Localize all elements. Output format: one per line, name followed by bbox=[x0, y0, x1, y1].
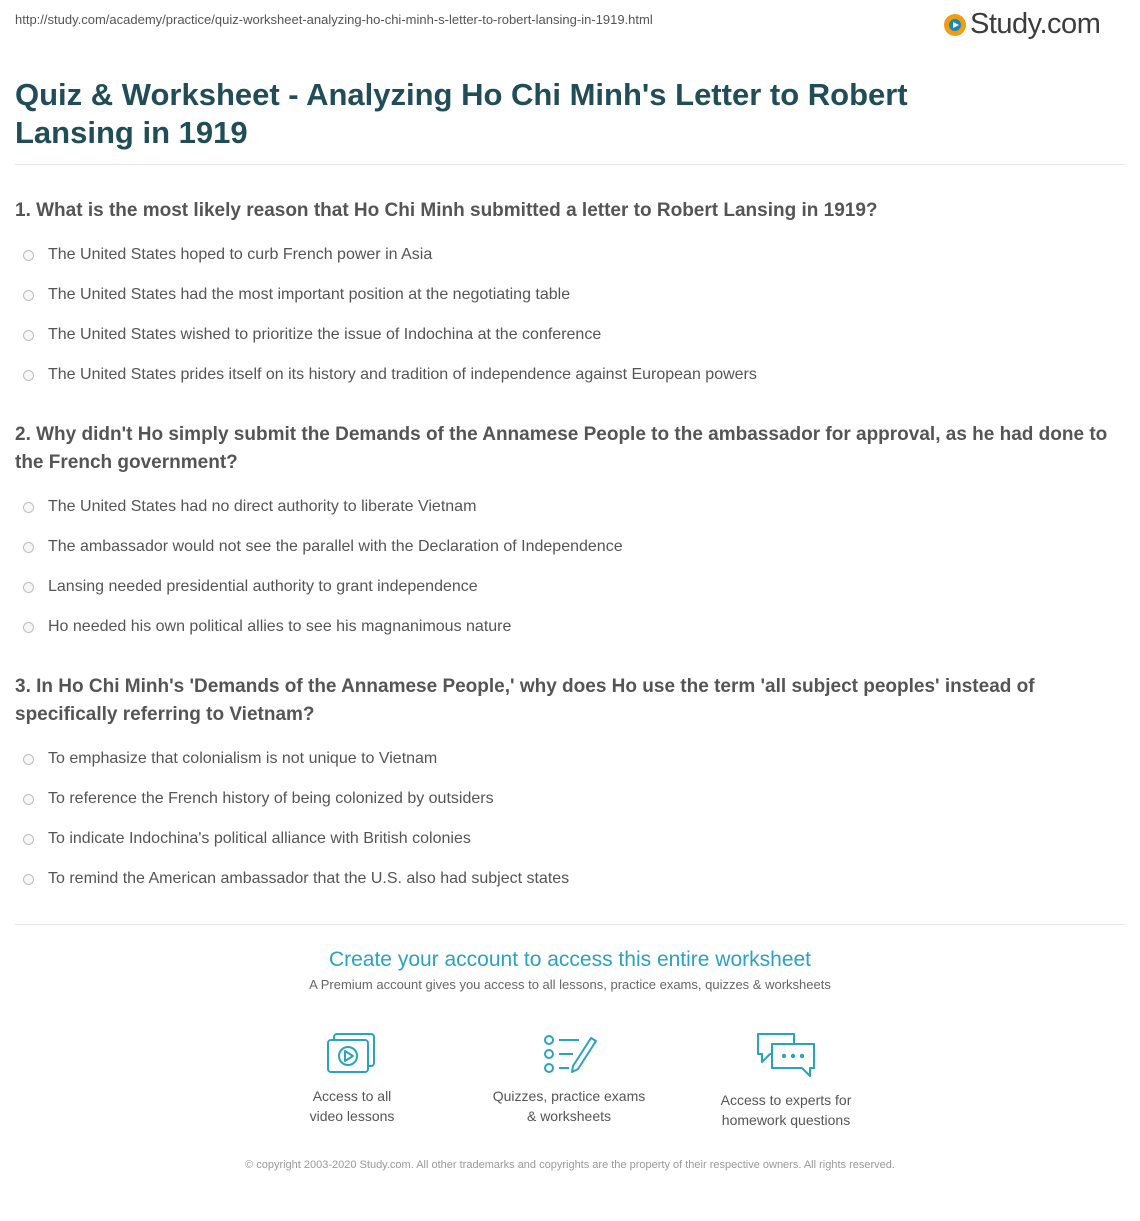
radio-button[interactable] bbox=[23, 370, 34, 381]
video-icon bbox=[324, 1030, 380, 1078]
feature-label-line: & worksheets bbox=[526, 1108, 612, 1124]
answer-text: The United States had no direct authority to liberate Vietnam bbox=[48, 498, 477, 515]
page-title: Quiz & Worksheet - Analyzing Ho Chi Minh's Letter to Robert Lansing in 1919 bbox=[15, 77, 908, 150]
answer-option[interactable] bbox=[15, 819, 1127, 859]
question-1 bbox=[15, 197, 1127, 395]
cta-title-link[interactable]: Create your account to access this entire worksheet bbox=[328, 948, 812, 971]
answer-option[interactable] bbox=[15, 779, 1127, 819]
feature-label-line: Access to experts for bbox=[720, 1092, 852, 1108]
answer-option[interactable] bbox=[15, 527, 1127, 567]
answer-option[interactable] bbox=[15, 235, 1127, 275]
answer-option[interactable] bbox=[15, 739, 1127, 779]
feature-video-lessons bbox=[252, 1030, 452, 1126]
answer-option[interactable] bbox=[15, 859, 1127, 899]
answer-text: The ambassador would not see the parallel with the Declaration of Independence bbox=[48, 538, 623, 555]
radio-button[interactable] bbox=[23, 834, 34, 845]
radio-button[interactable] bbox=[23, 330, 34, 341]
answer-list bbox=[15, 739, 1127, 899]
feature-label bbox=[686, 1090, 886, 1130]
answer-text: The United States wished to prioritize the issue of Indochina at the conference bbox=[48, 326, 602, 343]
question-2 bbox=[15, 421, 1127, 647]
page-url: http://study.com/academy/practice/quiz-worksheet-analyzing-ho-chi-minh-s-letter-to-robert-lansing-in-1919.html bbox=[15, 12, 653, 27]
study-logo[interactable] bbox=[944, 8, 1100, 41]
cta-subtitle: A Premium account gives you access to all lessons, practice exams, quizzes & worksheets bbox=[309, 977, 831, 992]
answer-text: The United States prides itself on its history and tradition of independence against European powers bbox=[48, 366, 757, 383]
radio-button[interactable] bbox=[23, 874, 34, 885]
cta-divider bbox=[15, 924, 1125, 925]
feature-experts bbox=[686, 1030, 886, 1130]
feature-label-line: Quizzes, practice exams bbox=[492, 1088, 646, 1104]
feature-label-line: Access to all bbox=[312, 1088, 392, 1104]
answer-option[interactable] bbox=[15, 275, 1127, 315]
answer-text: Lansing needed presidential authority to grant independence bbox=[48, 578, 478, 595]
cta-section bbox=[0, 947, 1140, 992]
feature-label-line: video lessons bbox=[309, 1108, 395, 1124]
answer-text: To remind the American ambassador that the U.S. also had subject states bbox=[48, 870, 570, 887]
radio-button[interactable] bbox=[23, 250, 34, 261]
copyright-text: © copyright 2003-2020 Study.com. All other trademarks and copyrights are the property of their respective owners. All rights reserved. bbox=[245, 1159, 895, 1171]
question-text: 2. Why didn't Ho simply submit the Demands of the Annamese People to the ambassador for approval, as he had done to the French government? bbox=[15, 424, 1108, 473]
logo-text: Study.com bbox=[970, 8, 1101, 40]
answer-option[interactable] bbox=[15, 607, 1127, 647]
radio-button[interactable] bbox=[23, 794, 34, 805]
feature-quizzes bbox=[469, 1030, 669, 1126]
answer-text: The United States had the most important position at the negotiating table bbox=[48, 286, 571, 303]
feature-label bbox=[469, 1086, 669, 1126]
answer-option[interactable] bbox=[15, 315, 1127, 355]
quiz-list-icon bbox=[539, 1030, 599, 1078]
feature-label-line: homework questions bbox=[721, 1112, 851, 1128]
answer-text: Ho needed his own political allies to see his magnanimous nature bbox=[48, 618, 512, 635]
answer-option[interactable] bbox=[15, 355, 1127, 395]
title-divider bbox=[15, 164, 1125, 165]
answer-option[interactable] bbox=[15, 487, 1127, 527]
radio-button[interactable] bbox=[23, 754, 34, 765]
feature-label bbox=[252, 1086, 452, 1126]
question-text: 1. What is the most likely reason that Ho Chi Minh submitted a letter to Robert Lansing in 1919? bbox=[15, 200, 878, 221]
answer-text: The United States hoped to curb French power in Asia bbox=[48, 246, 433, 263]
answer-text: To reference the French history of being colonized by outsiders bbox=[48, 790, 494, 807]
question-3 bbox=[15, 673, 1127, 899]
radio-button[interactable] bbox=[23, 622, 34, 633]
answer-list bbox=[15, 235, 1127, 395]
answer-text: To indicate Indochina's political alliance with British colonies bbox=[48, 830, 471, 847]
radio-button[interactable] bbox=[23, 290, 34, 301]
logo-play-icon bbox=[944, 14, 966, 36]
answer-text: To emphasize that colonialism is not unique to Vietnam bbox=[48, 750, 438, 767]
radio-button[interactable] bbox=[23, 582, 34, 593]
answer-list bbox=[15, 487, 1127, 647]
radio-button[interactable] bbox=[23, 542, 34, 553]
chat-icon bbox=[754, 1030, 818, 1082]
radio-button[interactable] bbox=[23, 502, 34, 513]
answer-option[interactable] bbox=[15, 567, 1127, 607]
question-text: 3. In Ho Chi Minh's 'Demands of the Annamese People,' why does Ho use the term 'all subject peoples' instead of specifically referring to Vietnam? bbox=[15, 676, 1035, 725]
